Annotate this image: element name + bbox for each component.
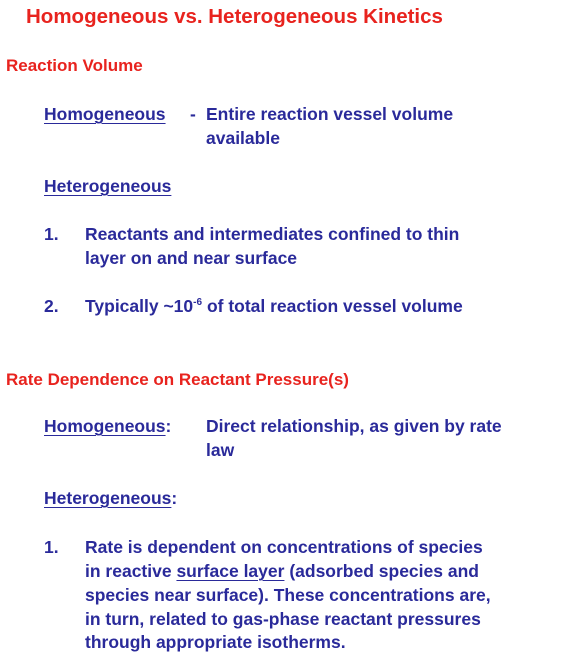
list-item-text-line3: species near surface). These concentrations are, — [85, 585, 491, 605]
list-item-text-line5: through appropriate isotherms. — [85, 632, 346, 652]
list-item-text-line4: in turn, related to gas-phase reactant pressures — [85, 609, 481, 629]
list-item-text-line1: Rate is dependent on concentrations of species — [85, 537, 483, 557]
typically-text: Typically ~10 — [85, 296, 194, 316]
list-item-text-line2: layer on and near surface — [85, 248, 298, 268]
exponent: -6 — [193, 297, 203, 309]
surface-layer-term: surface layer — [176, 561, 285, 581]
page-title: Homogeneous vs. Heterogeneous Kinetics — [26, 5, 443, 28]
list-item-text-line2 — [85, 561, 479, 582]
list-item-text — [85, 296, 463, 317]
homogeneous-description-line1: Entire reaction vessel volume — [206, 104, 454, 124]
volume-text: of total reaction vessel volume — [206, 296, 463, 316]
heterogeneous-label-row — [44, 488, 177, 509]
list-item-number: 1. — [44, 224, 59, 244]
homogeneous-colon: : — [165, 416, 172, 436]
homogeneous-separator: - — [190, 104, 196, 124]
homogeneous-description-line2: law — [206, 440, 235, 460]
homogeneous-label: Homogeneous — [44, 104, 166, 124]
homogeneous-description-line1: Direct relationship, as given by rate — [206, 416, 502, 436]
heterogeneous-label: Heterogeneous — [44, 176, 172, 196]
homogeneous-description-line2: available — [206, 128, 280, 148]
line2-pre: in reactive — [85, 561, 177, 581]
list-item-text-line1: Reactants and intermediates confined to thin — [85, 224, 460, 244]
homogeneous-label: Homogeneous — [44, 416, 166, 436]
heterogeneous-colon: : — [171, 488, 178, 508]
heterogeneous-label: Heterogeneous — [44, 488, 172, 508]
line2-post: (adsorbed species and — [284, 561, 479, 581]
list-item-number: 1. — [44, 537, 59, 557]
homogeneous-label-row — [44, 416, 171, 437]
list-item-number: 2. — [44, 296, 59, 316]
section-heading-rate-dependence: Rate Dependence on Reactant Pressure(s) — [6, 370, 349, 389]
section-heading-reaction-volume: Reaction Volume — [6, 56, 143, 75]
